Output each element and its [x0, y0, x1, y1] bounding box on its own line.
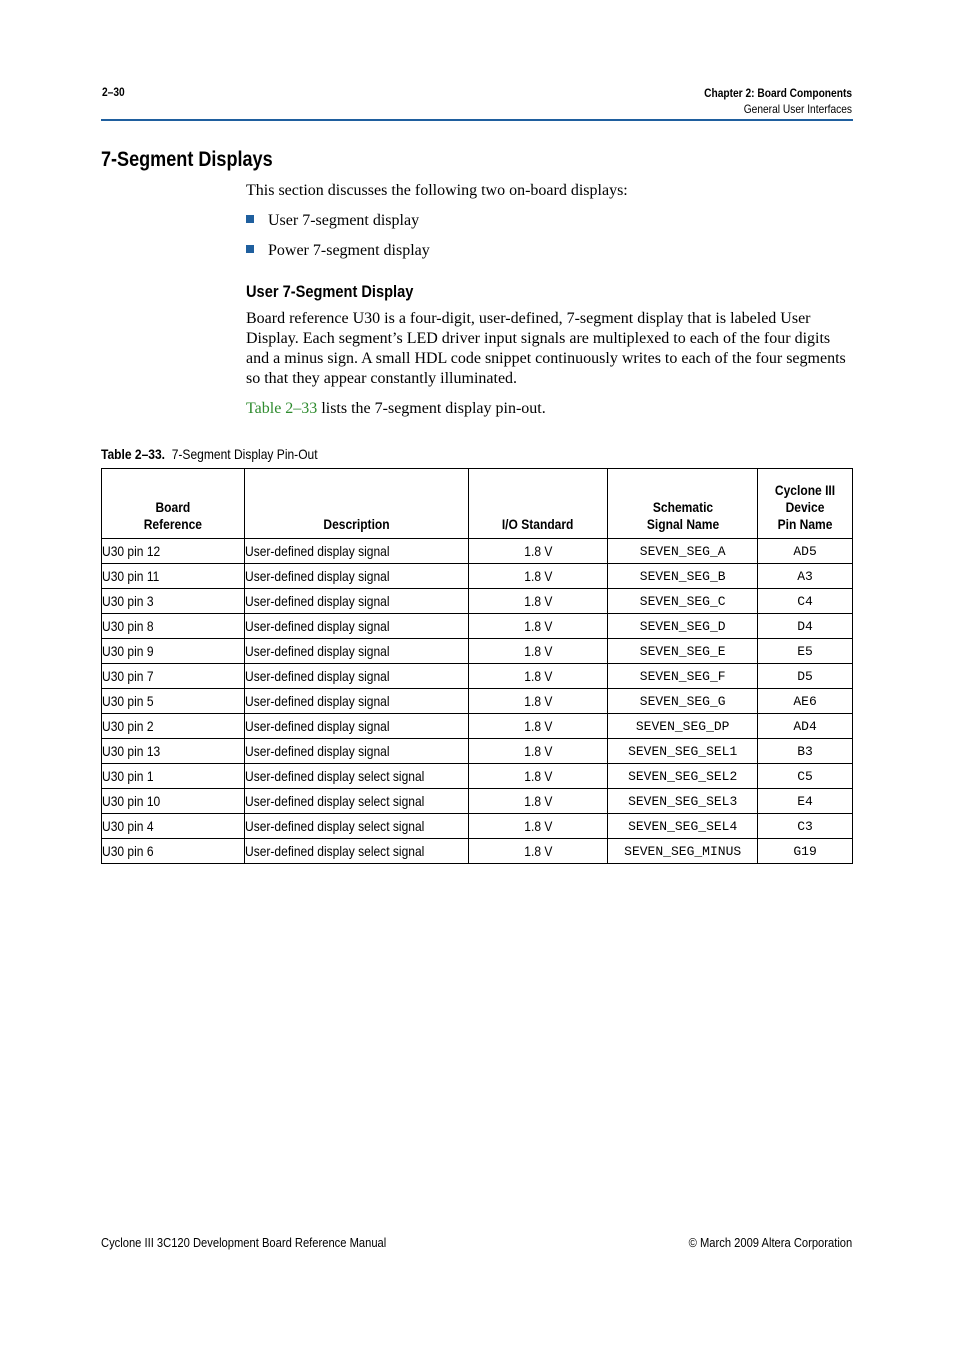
- description-cell: [244, 664, 468, 689]
- pin-name-text: C4: [797, 593, 813, 609]
- signal-name-cell: [608, 539, 758, 564]
- bullet-text: Power 7-segment display: [268, 242, 430, 259]
- board-reference-cell: [102, 614, 245, 639]
- bullet-square-icon: [246, 245, 254, 253]
- board-reference-text: U30 pin 12: [102, 543, 161, 559]
- io-standard-cell: [468, 764, 608, 789]
- column-header-description: Description: [244, 469, 468, 539]
- column-header-io-standard: I/O Standard: [468, 469, 608, 539]
- description-text: User-defined display signal: [244, 643, 390, 659]
- pin-name-cell: [758, 714, 853, 739]
- board-reference-text: U30 pin 9: [102, 643, 154, 659]
- io-standard-text: 1.8 V: [523, 543, 552, 559]
- description-cell: [244, 839, 468, 864]
- description-cell: [244, 614, 468, 639]
- signal-name-text: SEVEN_SEG_SEL2: [628, 768, 738, 784]
- io-standard-cell: [468, 539, 608, 564]
- description-cell: [244, 814, 468, 839]
- table-caption-label: Table 2–33.: [101, 446, 166, 462]
- board-reference-text: U30 pin 1: [102, 768, 154, 784]
- pin-name-cell: [758, 764, 853, 789]
- pin-name-text: AD4: [793, 718, 817, 734]
- table-row: [102, 739, 853, 764]
- signal-name-text: SEVEN_SEG_B: [639, 568, 726, 584]
- pin-name-cell: [758, 589, 853, 614]
- board-reference-cell: [102, 789, 245, 814]
- description-text: User-defined display select signal: [244, 793, 424, 809]
- pin-name-cell: [758, 739, 853, 764]
- description-cell: [244, 689, 468, 714]
- table-reference-paragraph: [246, 399, 854, 419]
- signal-name-cell: [608, 739, 758, 764]
- pin-name-text: D5: [797, 668, 813, 684]
- board-reference-text: U30 pin 2: [102, 718, 154, 734]
- description-cell: [244, 564, 468, 589]
- board-reference-cell: [102, 714, 245, 739]
- signal-name-cell: [608, 839, 758, 864]
- board-reference-cell: [102, 689, 245, 714]
- pinout-table: [101, 468, 853, 864]
- pin-name-text: A3: [797, 568, 813, 584]
- section-heading: 7-Segment Displays: [101, 148, 273, 171]
- pin-name-text: G19: [793, 843, 817, 859]
- signal-name-cell: [608, 689, 758, 714]
- pin-name-text: B3: [797, 743, 813, 759]
- description-text: User-defined display select signal: [244, 818, 424, 834]
- io-standard-text: 1.8 V: [523, 568, 552, 584]
- io-standard-cell: [468, 639, 608, 664]
- pin-name-cell: [758, 689, 853, 714]
- bullet-text: User 7-segment display: [268, 212, 420, 229]
- running-header: [678, 85, 852, 117]
- table-caption: [101, 446, 318, 462]
- io-standard-text: 1.8 V: [523, 693, 552, 709]
- io-standard-cell: [468, 739, 608, 764]
- table-row: [102, 589, 853, 614]
- signal-name-cell: [608, 589, 758, 614]
- signal-name-cell: [608, 614, 758, 639]
- column-header-board-reference: Board Reference: [102, 469, 245, 539]
- description-cell: [244, 539, 468, 564]
- intro-paragraph: This section discusses the following two on-board displays:: [246, 182, 628, 199]
- pin-name-cell: [758, 564, 853, 589]
- signal-name-text: SEVEN_SEG_SEL4: [628, 818, 738, 834]
- table-caption-title: 7-Segment Display Pin-Out: [171, 446, 318, 462]
- board-reference-text: U30 pin 13: [102, 743, 161, 759]
- signal-name-cell: [608, 639, 758, 664]
- subsection-heading: User 7-Segment Display: [246, 282, 414, 301]
- board-reference-text: U30 pin 3: [102, 593, 154, 609]
- io-standard-cell: [468, 664, 608, 689]
- board-reference-text: U30 pin 5: [102, 693, 154, 709]
- table-row: [102, 614, 853, 639]
- description-text: User-defined display signal: [244, 618, 390, 634]
- description-text: User-defined display signal: [244, 568, 390, 584]
- signal-name-text: SEVEN_SEG_F: [639, 668, 726, 684]
- signal-name-text: SEVEN_SEG_SEL3: [628, 793, 738, 809]
- pin-name-text: C5: [797, 768, 813, 784]
- column-header-signal-name: Schematic Signal Name: [608, 469, 758, 539]
- pin-name-text: D4: [797, 618, 813, 634]
- table-row: [102, 814, 853, 839]
- signal-name-text: SEVEN_SEG_C: [639, 593, 726, 609]
- page-number: 2–30: [102, 85, 125, 99]
- table-row: [102, 839, 853, 864]
- board-reference-text: U30 pin 8: [102, 618, 154, 634]
- board-reference-cell: [102, 564, 245, 589]
- pin-name-cell: [758, 814, 853, 839]
- table-row: [102, 789, 853, 814]
- pin-name-text: AD5: [793, 543, 817, 559]
- footer-manual-title: Cyclone III 3C120 Development Board Reference Manual: [101, 1235, 387, 1250]
- table-row: [102, 664, 853, 689]
- signal-name-cell: [608, 764, 758, 789]
- pin-name-cell: [758, 664, 853, 689]
- board-reference-cell: [102, 814, 245, 839]
- bullet-square-icon: [246, 215, 254, 223]
- table-row: [102, 564, 853, 589]
- description-text: User-defined display signal: [244, 543, 390, 559]
- table-header-row: [102, 469, 853, 539]
- signal-name-cell: [608, 789, 758, 814]
- description-text: User-defined display signal: [244, 743, 390, 759]
- description-text: User-defined display signal: [244, 668, 390, 684]
- pin-name-text: C3: [797, 818, 813, 834]
- column-header-pin-name: Cyclone III Device Pin Name: [758, 469, 853, 539]
- pin-name-cell: [758, 614, 853, 639]
- description-cell: [244, 789, 468, 814]
- signal-name-text: SEVEN_SEG_MINUS: [624, 843, 742, 859]
- signal-name-text: SEVEN_SEG_A: [639, 543, 726, 559]
- table-row: [102, 764, 853, 789]
- description-cell: [244, 714, 468, 739]
- board-reference-text: U30 pin 4: [102, 818, 154, 834]
- table-link[interactable]: Table 2–33: [246, 400, 318, 417]
- description-cell: [244, 589, 468, 614]
- header-rule: [101, 119, 853, 121]
- io-standard-text: 1.8 V: [523, 793, 552, 809]
- table-row: [102, 714, 853, 739]
- io-standard-text: 1.8 V: [523, 818, 552, 834]
- pin-name-cell: [758, 639, 853, 664]
- bullet-item: [246, 211, 419, 231]
- io-standard-cell: [468, 714, 608, 739]
- signal-name-text: SEVEN_SEG_E: [639, 643, 726, 659]
- pin-name-text: E5: [797, 643, 813, 659]
- io-standard-text: 1.8 V: [523, 718, 552, 734]
- signal-name-cell: [608, 714, 758, 739]
- pin-name-text: E4: [797, 793, 813, 809]
- board-reference-text: U30 pin 6: [102, 843, 154, 859]
- description-text: User-defined display signal: [244, 718, 390, 734]
- io-standard-cell: [468, 564, 608, 589]
- bullet-item: [246, 241, 430, 261]
- io-standard-cell: [468, 614, 608, 639]
- signal-name-cell: [608, 664, 758, 689]
- chapter-title: Chapter 2: Board Components: [704, 86, 852, 100]
- signal-name-cell: [608, 564, 758, 589]
- pin-name-cell: [758, 539, 853, 564]
- io-standard-cell: [468, 839, 608, 864]
- description-cell: [244, 739, 468, 764]
- board-reference-text: U30 pin 10: [102, 793, 161, 809]
- table-reference-text: lists the 7-segment display pin-out.: [317, 400, 546, 417]
- io-standard-text: 1.8 V: [523, 843, 552, 859]
- io-standard-text: 1.8 V: [523, 768, 552, 784]
- pin-name-text: AE6: [793, 693, 817, 709]
- section-title: General User Interfaces: [743, 102, 852, 116]
- description-text: User-defined display select signal: [244, 768, 424, 784]
- io-standard-text: 1.8 V: [523, 668, 552, 684]
- table-row: [102, 539, 853, 564]
- board-reference-cell: [102, 539, 245, 564]
- board-reference-cell: [102, 839, 245, 864]
- board-reference-cell: [102, 639, 245, 664]
- signal-name-text: SEVEN_SEG_DP: [635, 718, 730, 734]
- io-standard-text: 1.8 V: [523, 618, 552, 634]
- pin-name-cell: [758, 789, 853, 814]
- board-reference-cell: [102, 664, 245, 689]
- signal-name-text: SEVEN_SEG_G: [639, 693, 726, 709]
- io-standard-cell: [468, 789, 608, 814]
- pin-name-cell: [758, 839, 853, 864]
- footer-copyright: © March 2009 Altera Corporation: [688, 1235, 852, 1250]
- table-row: [102, 689, 853, 714]
- io-standard-text: 1.8 V: [523, 743, 552, 759]
- body-paragraph: Board reference U30 is a four-digit, user-defined, 7-segment display that is labeled User Display. Each segment’s LED driver input signals are multiplexed to each of the four digits and a minus sign. A small HDL code snippet continuously writes to each of the four segments so that they appear constantly illuminated.: [246, 310, 846, 387]
- signal-name-text: SEVEN_SEG_D: [639, 618, 726, 634]
- io-standard-cell: [468, 589, 608, 614]
- description-text: User-defined display signal: [244, 593, 390, 609]
- signal-name-text: SEVEN_SEG_SEL1: [628, 743, 738, 759]
- board-reference-cell: [102, 739, 245, 764]
- table-row: [102, 639, 853, 664]
- board-reference-text: U30 pin 7: [102, 668, 154, 684]
- description-cell: [244, 764, 468, 789]
- io-standard-text: 1.8 V: [523, 643, 552, 659]
- description-text: User-defined display signal: [244, 693, 390, 709]
- board-reference-cell: [102, 589, 245, 614]
- description-cell: [244, 639, 468, 664]
- io-standard-text: 1.8 V: [523, 593, 552, 609]
- description-text: User-defined display select signal: [244, 843, 424, 859]
- board-reference-text: U30 pin 11: [102, 568, 160, 584]
- io-standard-cell: [468, 689, 608, 714]
- signal-name-cell: [608, 814, 758, 839]
- board-reference-cell: [102, 764, 245, 789]
- io-standard-cell: [468, 814, 608, 839]
